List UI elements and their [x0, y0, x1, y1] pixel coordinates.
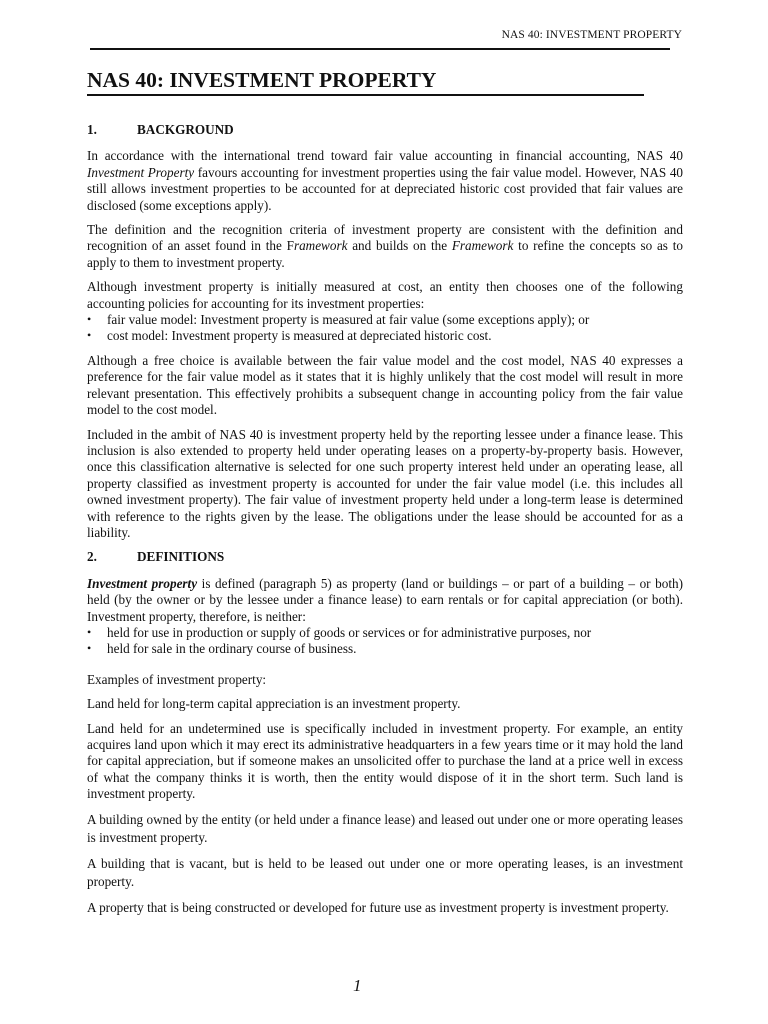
- paragraph: [87, 576, 683, 625]
- paragraph: [87, 148, 683, 214]
- section-title: BACKGROUND: [137, 122, 234, 137]
- defined-term: Investment property: [87, 575, 198, 591]
- emphasis-text: Framework: [451, 238, 514, 254]
- page-number: 1: [353, 976, 362, 995]
- text-run: to refine the concepts so as to apply to them to investment property.: [87, 238, 683, 270]
- section-number: 2.: [87, 549, 97, 565]
- paragraph: A property that is being constructed or developed for future use as investment property is investment property.: [87, 899, 669, 915]
- paragraph: A building owned by the entity (or held under a finance lease) and leased out under one or more operating leases is investment property.: [87, 811, 683, 845]
- section-heading-background: [87, 122, 683, 138]
- paragraph: Although investment property is initially measured at cost, an entity then chooses one of the following accounting policies for accounting for its investment properties:: [87, 279, 683, 311]
- list-item: • held for sale in the ordinary course of business.: [87, 641, 683, 657]
- paragraph: Examples of investment property:: [87, 671, 267, 687]
- paragraph: A building that is vacant, but is held to be leased out under one or more operating leases, is an investment property.: [87, 855, 683, 889]
- bullet-list: [87, 312, 683, 345]
- text-run: and builds on the: [347, 238, 452, 254]
- paragraph: [87, 222, 683, 271]
- emphasis-text: ramework: [293, 238, 348, 254]
- bullet-list: [87, 625, 683, 658]
- text-run: The definition and the recognition criteria of investment property are consistent with the definition and recognition of an asset found in the F: [87, 222, 683, 254]
- document-title: NAS 40: INVESTMENT PROPERTY: [87, 66, 644, 96]
- list-item: • cost model: Investment property is measured at depreciated historic cost.: [87, 328, 683, 344]
- section-heading-definitions: [87, 549, 683, 565]
- section-title: DEFINITIONS: [137, 549, 225, 565]
- header-rule: [90, 48, 670, 50]
- text-run: In accordance with the international trend toward fair value accounting in financial accounting, NAS 40: [87, 148, 683, 164]
- list-item: • held for use in production or supply of goods or services or for administrative purposes, nor: [87, 625, 683, 641]
- text-run: is defined (paragraph 5) as property (land or buildings – or part of a building – or both) held (by the owner or by the lessee under a finance lease) to earn rentals or for capital appreciation (or both). Investment property, therefore, is neither:: [87, 575, 683, 624]
- paragraph: Although a free choice is available between the fair value model and the cost model, NAS 40 expresses a preference for the fair value model as it states that it is highly unlikely that the cost model will result in more relevant presentation. This effectively prohibits a subsequent change in accounting policy from the fair value model to the cost model.: [87, 352, 683, 418]
- emphasis-text: Investment Property: [87, 164, 195, 180]
- paragraph: Land held for long-term capital appreciation is an investment property.: [87, 696, 461, 712]
- paragraph: Included in the ambit of NAS 40 is investment property held by the reporting lessee under a finance lease. This inclusion is also extended to property held under operating leases on a property-by-property basis. However, once this classification alternative is selected for one such property interest held under an operating lease, all property classified as investment property is accounted for under the fair value model (i.e. this includes all owned investment property). The fair value of investment property held under a long-term lease is determined with reference to the rights given by the lease. The obligations under the lease should be accounted for as a liability.: [87, 426, 683, 540]
- running-header: NAS 40: INVESTMENT PROPERTY: [501, 29, 682, 41]
- paragraph: Land held for an undetermined use is specifically included in investment property. For example, an entity acquires land upon which it may erect its administrative headquarters in a few years time or it may hold the land for capital appreciation, but if someone makes an unsolicited offer to purchase the land at a price well in excess of what the company thinks it is worth, then the entity would dispose of it in the short term. Such land is investment property.: [87, 720, 683, 802]
- text-run: favours accounting for investment properties using the fair value model. However, NAS 40 still allows investment properties to be accounted for at depreciated historic cost provided that fair values are disclosed (some exceptions apply).: [87, 164, 684, 213]
- document-body: [87, 66, 683, 925]
- section-number: 1.: [87, 122, 97, 137]
- list-item: • fair value model: Investment property is measured at fair value (some exceptions apply); or: [87, 312, 683, 328]
